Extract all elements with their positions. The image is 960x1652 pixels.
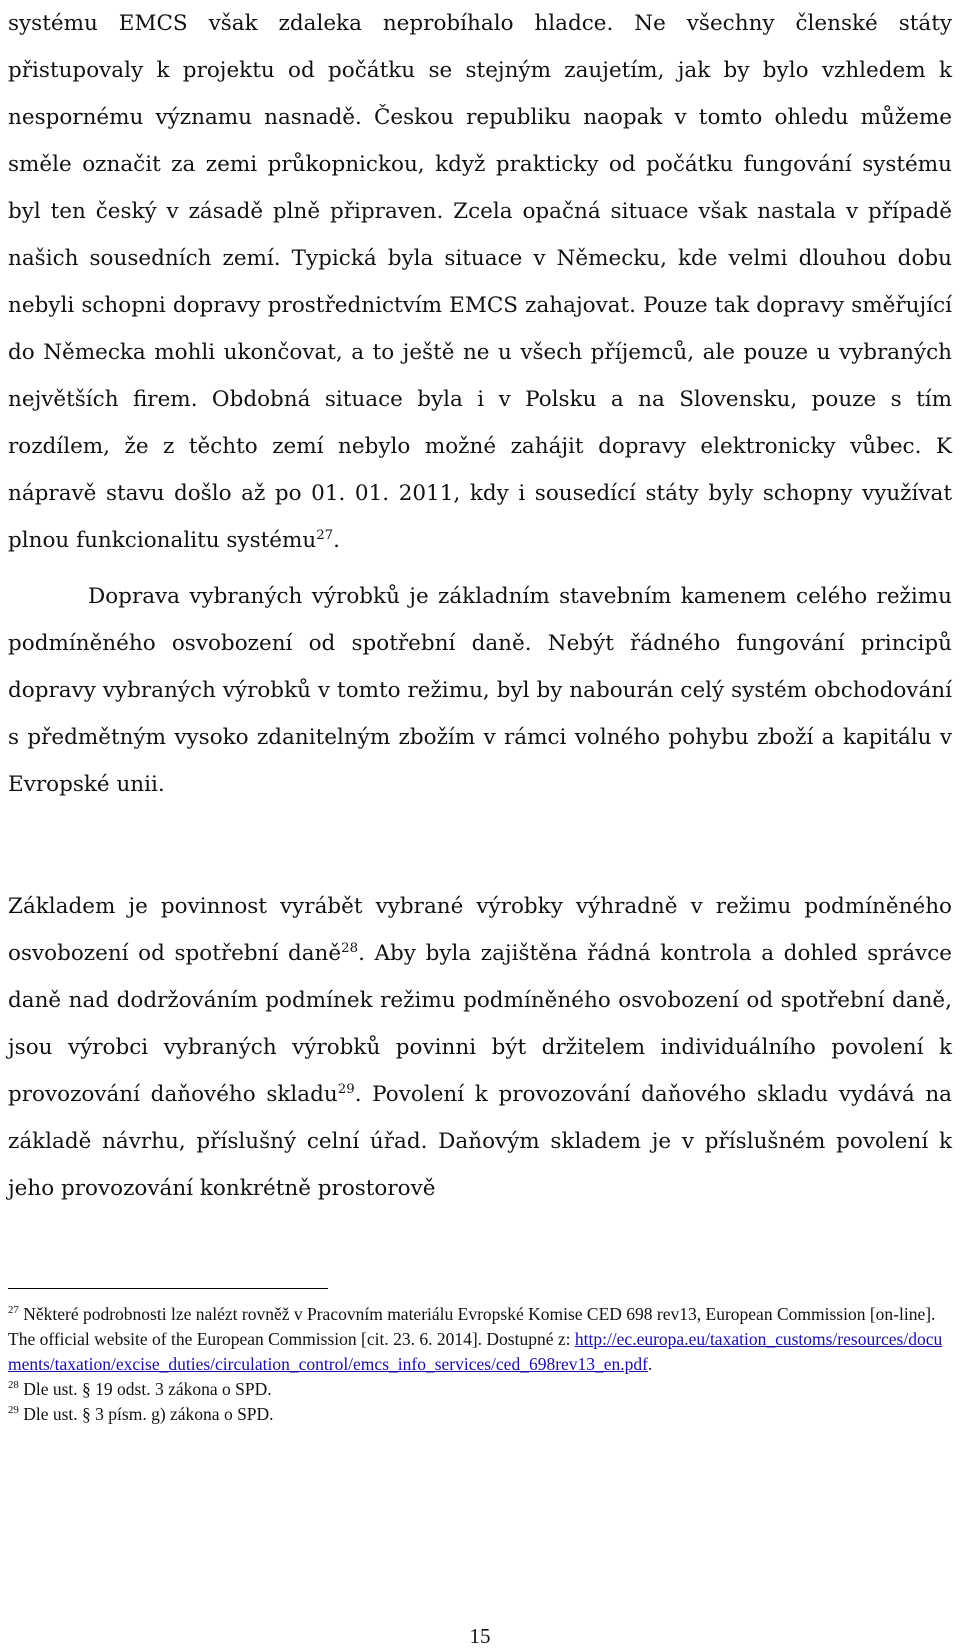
footnote-27: [8, 1302, 952, 1377]
footnote-ref-27[interactable]: 27: [316, 527, 334, 543]
paragraph-text: Základem je povinnost vyrábět vybrané výrobky výhradně v režimu podmíněného osvobození od spotřební daně: [8, 894, 952, 966]
paragraph-text: systému EMCS však zdaleka neprobíhalo hladce. Ne všechny členské státy přistupovaly k projektu od počátku se stejným zaujetím, jak by bylo vzhledem k nespornému významu nasnadě. Českou republiku naopak v tomto ohledu můžeme směle označit za zemi průkopnickou, když prakticky od počátku fungování systému byl ten český v zásadě plně připraven. Zcela opačná situace však nastala v případě našich sousedních zemí. Typická byla situace v Německu, kde velmi dlouhou dobu nebyli schopni dopravy prostřednictvím EMCS zahajovat. Pouze tak dopravy směřující do Německa mohli ukončovat, a to ještě ne u všech příjemců, ale pouze u vybraných největších firem. Obdobná situace byla i v Polsku a na Slovensku, pouze s tím rozdílem, že z těchto zemí nebylo možné zahájit dopravy elektronicky vůbec. K nápravě stavu došlo až po 01. 01. 2011, kdy i sousedící státy byly schopny využívat plnou funkcionalitu systému: [8, 11, 952, 553]
body-paragraph-3: [8, 883, 952, 1212]
paragraph-text-mid: . Aby byla zajištěna řádná kontrola a dohled správce daně nad dodržováním podmínek režimu podmíněného osvobození od spotřební daně, jsou výrobci vybraných výrobků povinni být držitelem individuálního povolení k provozování daňového skladu: [8, 941, 953, 1107]
footnote-separator: [8, 1288, 328, 1289]
footnote-29: [8, 1402, 952, 1427]
section-heading: [8, 834, 86, 868]
footnote-text: Některé podrobnosti lze nalézt rovněž v Pracovním materiálu Evropské Komise CED 698 rev13, European Commission [on-line]. The official website of the European Commission [cit. 23. 6. 2014]. Dostupné z:: [8, 1304, 936, 1349]
footnote-28: [8, 1377, 952, 1402]
footnote-number: 29: [8, 1404, 19, 1417]
footnote-link[interactable]: http://ec.europa.eu/taxation_customs/resources/documents/taxation/excise_duties/circulation_control/emcs_info_services/ced_698rev13_en.pdf: [8, 1329, 943, 1374]
footnote-number: 28: [8, 1379, 19, 1392]
footnotes: [8, 1302, 952, 1427]
footnote-ref-28[interactable]: 28: [341, 940, 359, 956]
footnote-text: Dle ust. § 19 odst. 3 zákona o SPD.: [18, 1379, 272, 1399]
page-number: 15: [469, 1624, 491, 1648]
footnote-ref-29[interactable]: 29: [337, 1081, 355, 1097]
footnote-number: 27: [8, 1304, 19, 1317]
footnote-text-end: .: [648, 1354, 653, 1374]
body-paragraph-2: [8, 573, 952, 808]
body-paragraph-1: [8, 0, 952, 564]
paragraph-text-end: . Povolení k provozování daňového skladu vydává na základě návrhu, příslušný celní úřad. Daňovým skladem je v příslušném povolení k jeho provozování konkrétně prostorově: [8, 1082, 952, 1201]
footnote-text: Dle ust. § 3 písm. g) zákona o SPD.: [18, 1404, 274, 1424]
paragraph-text-end: .: [333, 528, 341, 553]
paragraph-text: Doprava vybraných výrobků je základním stavebním kamenem celého režimu podmíněného osvobození od spotřební daně. Nebýt řádného fungování principů dopravy vybraných výrobků v tomto režimu, byl by nabourán celý systém obchodování s předmětným vysoko zdanitelným zbožím v rámci volného pohybu zboží a kapitálu v Evropské unii.: [8, 584, 952, 797]
